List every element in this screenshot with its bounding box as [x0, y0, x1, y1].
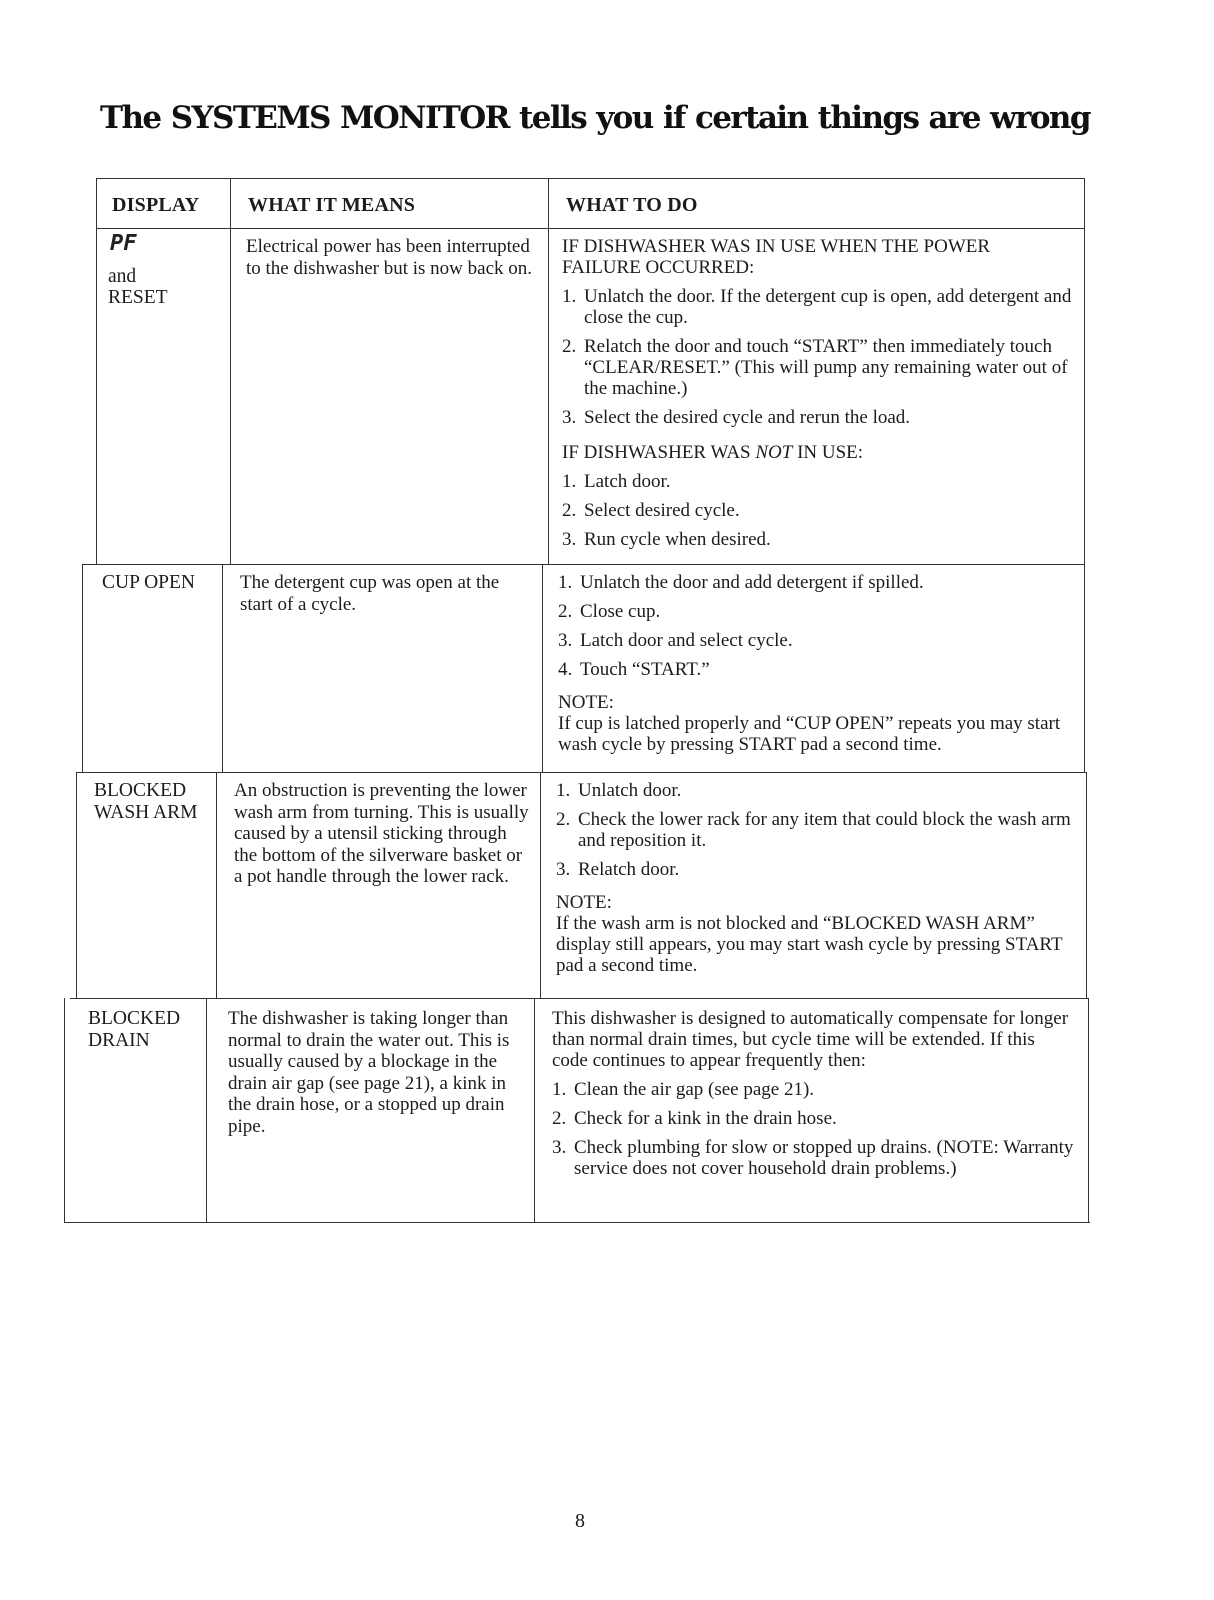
note-label: NOTE: [558, 692, 614, 713]
column-divider [542, 564, 543, 772]
column-divider [534, 998, 535, 1222]
page-number: 8 [575, 1510, 585, 1532]
header-what-to-do: WHAT TO DO [566, 194, 698, 216]
list-item [558, 601, 1074, 622]
display-line: BLOCKED [88, 1008, 181, 1029]
display-line: and [108, 265, 137, 287]
column-divider [540, 772, 541, 998]
item-number: 3. [562, 407, 577, 428]
item-text: Relatch the door and touch “START” then immediately touch “CLEAR/RESET.” (This will pump any remaining water out of the machine.) [584, 336, 1068, 399]
todo-cell [556, 780, 1074, 976]
table-left-border [76, 772, 77, 998]
section-heading: IF DISHWASHER WAS IN USE WHEN THE POWER FAILURE OCCURRED: [562, 236, 991, 278]
column-divider [222, 564, 223, 772]
heading-emphasis: NOT [755, 442, 793, 463]
todo-cell [562, 236, 1072, 558]
header-divider [96, 228, 1084, 229]
display-line: BLOCKED [94, 780, 187, 801]
item-number: 1. [562, 471, 577, 492]
display-line: RESET [108, 287, 168, 308]
list-item [558, 572, 1074, 593]
pf-segment-icon [108, 230, 156, 256]
table-left-border [82, 564, 83, 772]
item-number: 3. [552, 1137, 567, 1158]
pf-display-code [108, 230, 226, 262]
item-text: Select desired cycle. [584, 500, 740, 521]
means-cell: Electrical power has been interrupted to the dishwasher but is now back on. [246, 236, 533, 279]
header-display: DISPLAY [112, 194, 200, 216]
column-divider [216, 772, 217, 998]
list-item [558, 659, 1074, 680]
means-cell: An obstruction is preventing the lower wash arm from turning. This is usually caused by a utensil sticking through the bottom of the silverware basket or a pot handle through the lower rack. [234, 780, 529, 887]
list-item [556, 859, 1074, 880]
header-what-it-means: WHAT IT MEANS [248, 194, 416, 216]
todo-cell [558, 572, 1074, 755]
display-cell [108, 230, 226, 309]
todo-cell [552, 1008, 1074, 1187]
table-right-border [1086, 772, 1087, 998]
table-right-border [1088, 998, 1089, 1222]
display-cell [94, 780, 214, 823]
list-item [556, 809, 1074, 851]
list-item [562, 286, 1072, 328]
column-divider [548, 178, 549, 564]
item-number: 3. [556, 859, 571, 880]
item-number: 2. [562, 336, 577, 357]
display-line: WASH ARM [94, 801, 198, 823]
section-heading [562, 442, 1072, 463]
list-item [562, 529, 1072, 550]
item-text: Unlatch the door and add detergent if spilled. [580, 572, 924, 593]
item-number: 2. [556, 809, 571, 830]
item-number: 3. [562, 529, 577, 550]
note-text: If the wash arm is not blocked and “BLOCKED WASH ARM” display still appears, you may start wash cycle by pressing START pad a second time. [556, 913, 1063, 976]
item-text: Check for a kink in the drain hose. [574, 1108, 837, 1129]
page-title: The SYSTEMS MONITOR tells you if certain things are wrong [100, 100, 1090, 136]
column-divider [230, 178, 231, 564]
list-item [558, 630, 1074, 651]
means-cell: The detergent cup was open at the start of a cycle. [240, 572, 500, 615]
list-item [562, 407, 1072, 428]
item-text: Relatch door. [578, 859, 680, 880]
item-number: 1. [562, 286, 577, 307]
item-number: 2. [562, 500, 577, 521]
row-divider [76, 772, 1086, 773]
column-divider [206, 998, 207, 1222]
item-text: Select the desired cycle and rerun the load. [584, 407, 911, 428]
list-item [556, 780, 1074, 801]
todo-intro: This dishwasher is designed to automatically compensate for longer than normal drain times, but cycle time will be extended. If this code continues to appear frequently then: [552, 1008, 1069, 1071]
note-label: NOTE: [556, 892, 612, 913]
item-text: Unlatch door. [578, 780, 682, 801]
display-cell: CUP OPEN [102, 572, 196, 593]
item-number: 1. [556, 780, 571, 801]
table-left-border [96, 178, 97, 564]
item-number: 3. [558, 630, 573, 651]
pf-segment-text: PF [110, 231, 137, 256]
list-item [562, 471, 1072, 492]
display-cell [88, 1008, 204, 1051]
table-right-border [1084, 178, 1085, 772]
table-left-border [64, 998, 65, 1222]
item-text: Unlatch the door. If the detergent cup is open, add detergent and close the cup. [584, 286, 1072, 328]
table-top-border [96, 178, 1084, 179]
item-number: 2. [552, 1108, 567, 1129]
item-text: Clean the air gap (see page 21). [574, 1079, 815, 1100]
item-text: Check the lower rack for any item that could block the wash arm and reposition it. [578, 809, 1071, 851]
list-item [562, 500, 1072, 521]
item-text: Latch door. [584, 471, 671, 492]
list-item [562, 336, 1072, 399]
list-item [552, 1108, 1074, 1129]
item-text: Close cup. [580, 601, 661, 622]
note-text: If cup is latched properly and “CUP OPEN” repeats you may start wash cycle by pressing START pad a second time. [558, 713, 1061, 755]
table-bottom-border [64, 1222, 1090, 1223]
item-text: Run cycle when desired. [584, 529, 771, 550]
row-divider [82, 564, 1084, 565]
item-text: Check plumbing for slow or stopped up drains. (NOTE: Warranty service does not cover household drain problems.) [574, 1137, 1074, 1179]
heading-part: IF DISHWASHER WAS [562, 442, 756, 463]
item-number: 2. [558, 601, 573, 622]
item-text: Touch “START.” [580, 659, 710, 680]
item-number: 4. [558, 659, 573, 680]
item-text: Latch door and select cycle. [580, 630, 793, 651]
heading-part: IN USE: [792, 442, 864, 463]
means-cell: The dishwasher is taking longer than normal to drain the water out. This is usually caused by a blockage in the drain air gap (see page 21), a kink in the drain hose, or a stopped up drain pipe. [228, 1008, 510, 1137]
list-item [552, 1137, 1074, 1179]
item-number: 1. [558, 572, 573, 593]
row-divider [70, 998, 1088, 999]
item-number: 1. [552, 1079, 567, 1100]
list-item [552, 1079, 1074, 1100]
display-line: DRAIN [88, 1029, 150, 1051]
